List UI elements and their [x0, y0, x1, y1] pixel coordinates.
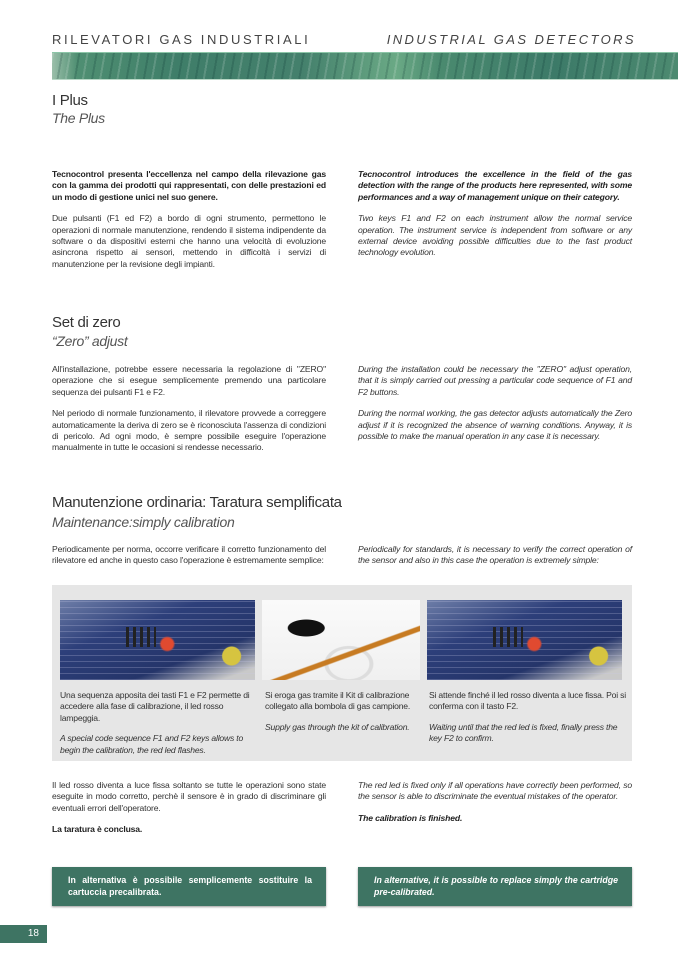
plus-italian	[52, 169, 326, 280]
header-left: RILEVATORI GAS INDUSTRIALI	[52, 32, 311, 47]
zero-english	[358, 364, 632, 452]
result-done-it: La taratura è conclusa.	[52, 824, 143, 835]
circuit-board-photo	[427, 600, 622, 680]
header-right: INDUSTRIAL GAS DETECTORS	[386, 32, 636, 47]
step-text-it: Si eroga gas tramite il Kit di calibrazione collegato alla bombola di gas campione.	[265, 690, 411, 712]
section-title-zero: Set di zero	[52, 314, 121, 331]
result-p-en: The red led is fixed only if all operations have correctly been performed, so the sensor is able to discriminate the eventual mistakes of the operator.	[358, 780, 632, 802]
plus-body-en: Two keys F1 and F2 on each instrument allow the normal service operation. The instrument service is independent from software or any external device avoiding possible difficulties due to the fast product technology evolution.	[358, 213, 632, 258]
step-text-en: Waiting until that the red led is fixed, finally press the key F2 to confirm.	[429, 721, 618, 744]
section-title-maintenance: Manutenzione ordinaria: Taratura semplificata	[52, 494, 342, 511]
section-subtitle-plus: The Plus	[52, 110, 105, 126]
zero-p2-en: During the normal working, the gas detector adjusts automatically the Zero adjust if it is recognized the absence of warning conditions. Anyway, it is possible to make the manual operation in any case it is necessary.	[358, 408, 632, 442]
maintenance-intro-en: Periodically for standards, it is necessary to verify the correct operation of the sensor and also in this case the operation is extremely simple:	[358, 544, 632, 566]
result-english	[358, 780, 632, 834]
section-title-plus: I Plus	[52, 92, 88, 109]
alternative-box-it: In alternativa è possibile semplicemente sostituire la cartuccia precalibrata.	[52, 867, 326, 906]
page-number: 18	[0, 925, 47, 943]
calibration-steps-panel	[52, 585, 632, 761]
step-text-it: Una sequenza apposita dei tasti F1 e F2 permette di accedere alla fase di calibrazione, il led rosso lampeggia.	[60, 690, 250, 723]
step-text-it: Si attende finché il led rosso diventa a luce fissa. Poi si conferma con il tasto F2.	[429, 690, 626, 712]
circuit-board-photo	[60, 600, 255, 680]
zero-p1-it: All'installazione, potrebbe essere necessaria la regolazione di "ZERO" operazione che si esegue semplicemente premendo una particolare sequenza dei pulsanti F1 e F2.	[52, 364, 326, 397]
section-subtitle-maintenance: Maintenance:simply calibration	[52, 514, 235, 530]
zero-italian	[52, 364, 326, 464]
zero-p2-it: Nel periodo di normale funzionamento, il rilevatore provvede a correggere automaticamente la deriva di zero se è riconosciuta l'assenza di condizioni di pericolo. Ad ogni modo, è sempre possibile eseguire l'operazione manualmente in tutte le occasioni si rendesse necessario.	[52, 408, 326, 453]
step-caption	[265, 690, 425, 742]
section-subtitle-zero: “Zero” adjust	[52, 333, 128, 349]
alternative-box-en: In alternative, it is possible to replace simply the cartridge pre-calibrated.	[358, 867, 632, 906]
header-band	[52, 52, 678, 80]
plus-intro-it: Tecnocontrol presenta l'eccellenza nel campo della rilevazione gas con la gamma dei prodotti qui rappresentati, con delle prestazioni ed un modo di gestione unici nel suo genere.	[52, 169, 326, 202]
step-caption	[60, 690, 258, 765]
plus-intro-en: Tecnocontrol introduces the excellence in the field of the gas detection with the range of the products here represented, with some performances and a way of management unique on their category.	[358, 169, 632, 202]
step-text-en: Supply gas through the kit of calibration.	[265, 721, 410, 732]
result-done-en: The calibration is finished.	[358, 812, 463, 823]
result-italian	[52, 780, 326, 846]
zero-p1-en: During the installation could be necessary the "ZERO" adjust operation, that it is simply carried out pressing a particular code sequence of F1 and F2 buttons.	[358, 364, 632, 397]
calibration-kit-photo	[262, 600, 420, 680]
result-p-it: Il led rosso diventa a luce fissa soltanto se tutte le operazioni sono state eseguite in modo corretto, perchè il sensore è in grado di discriminare gli eventuali errori dell'operatore.	[52, 780, 326, 813]
step-caption	[429, 690, 627, 754]
plus-english	[358, 169, 632, 269]
plus-body-it: Due pulsanti (F1 ed F2) a bordo di ogni strumento, permettono le operazioni di normale manutenzione, rendendo il sistema indipendente da software o da dispositivi esterni che hanno una velocità di evoluzione asincrona rispetto ai sensori, mettendo in difficoltà i servizi di manutenzione per la revisione degli impianti.	[52, 213, 326, 269]
step-text-en: A special code sequence F1 and F2 keys allows to begin the calibration, the red led flashes.	[60, 733, 244, 755]
maintenance-intro-it: Periodicamente per norma, occorre verificare il corretto funzionamento del rilevatore ed anche in questo caso l'operazione è estremamente semplice:	[52, 544, 326, 566]
